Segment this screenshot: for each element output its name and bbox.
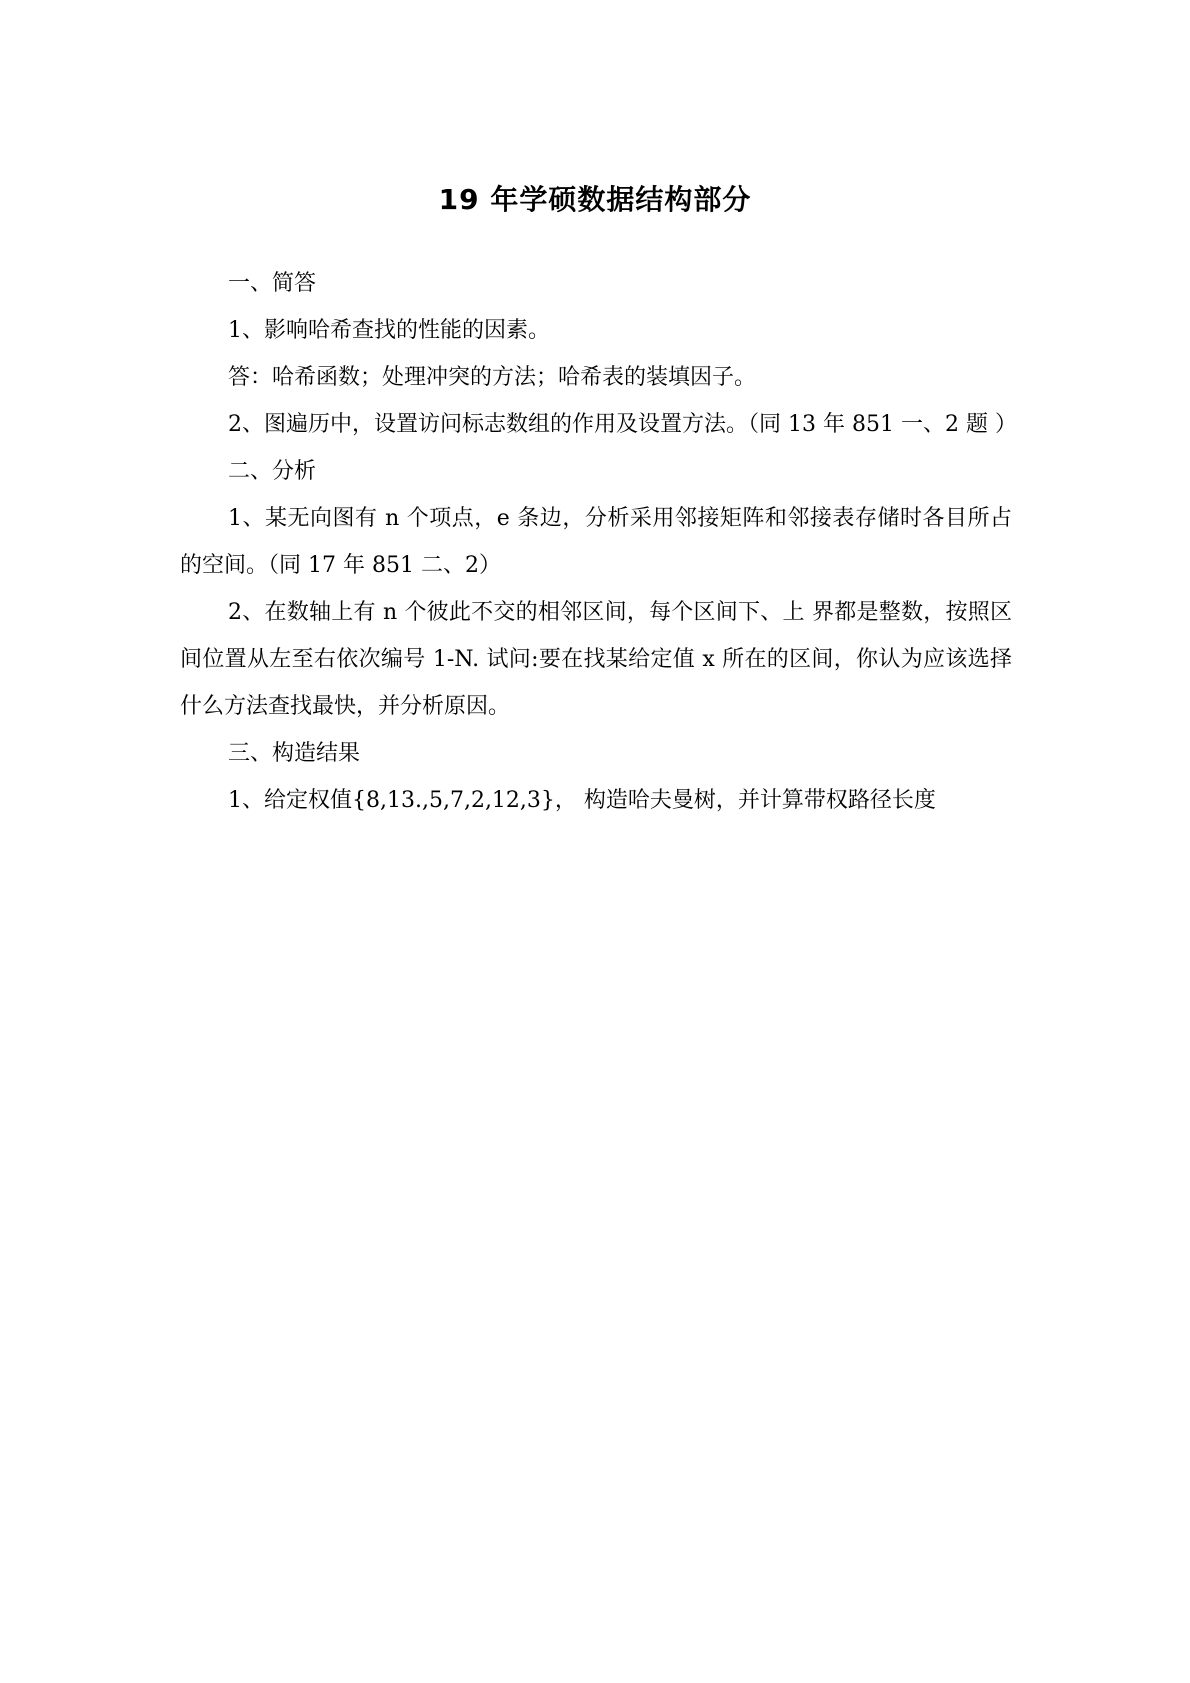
question-paragraph: 2、图遍历中，设置访问标志数组的作用及设置方法。（同 13 年 851 一、2 题 ） [228, 412, 1017, 437]
document-body [180, 260, 1017, 824]
section-heading-construction: 三、构造结果 [228, 741, 361, 766]
question-paragraph: 1、给定权值{8,13.,5,7,2,12,3}， 构造哈夫曼树，并计算带权路径长度 [228, 788, 936, 813]
question-paragraph: 1、某无向图有 n 个项点，e 条边，分析采用邻接矩阵和邻接表存储时各目所占的空间。（同 17 年 851 二、2） [180, 506, 1012, 578]
question-paragraph: 1、影响哈希查找的性能的因素。 [228, 318, 550, 343]
question-paragraph: 2、在数轴上有 n 个彼此不交的相邻区间，每个区间下、上 界都是整数，按照区间位置从左至右依次编号 1-N. 试问:要在找某给定值 x 所在的区间，你认为应该选择什么方法查找最快，并分析原因。 [180, 600, 1012, 719]
section-heading-short-answer: 一、简答 [228, 271, 317, 296]
document-title: 19 年学硕数据结构部分 [438, 183, 752, 216]
answer-paragraph: 答：哈希函数；处理冲突的方法；哈希表的装填因子。 [228, 365, 757, 390]
section-heading-analysis: 二、分析 [228, 459, 317, 484]
